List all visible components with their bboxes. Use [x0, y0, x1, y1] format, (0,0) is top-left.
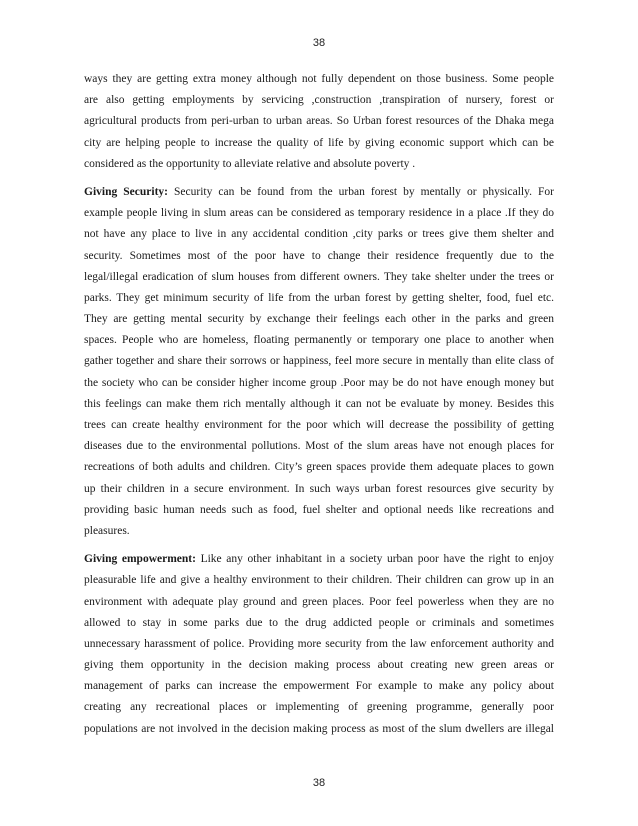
text-line: recreations of both adults and children. City’s green spaces provide them adequate places to gown [84, 461, 554, 474]
text-line: pleasures. [84, 524, 130, 537]
text-line: ways they are getting extra money although not fully dependent on those business. Some people [84, 73, 554, 85]
text-line: security. Sometimes most of the poor have to change their residence frequently due to the [84, 249, 554, 262]
text-line: giving them opportunity in the decision making process about creating new green areas or [84, 659, 554, 672]
page-number-top: 38 [312, 37, 326, 49]
text-line [84, 549, 554, 570]
text-line: this feelings can make them rich mentally although it can not be evaluate by money. Besides this [84, 397, 554, 410]
paragraph-giving-empowerment [84, 549, 554, 740]
page-number-bottom: 38 [312, 777, 326, 789]
text-line: management of parks can increase the empowerment For example to make any policy about [84, 680, 554, 693]
text-run: Security can be found from the urban forest by mentally or physically. For [167, 185, 554, 198]
text-line: populations are not involved in the decision making process as most of the slum dwellers are illegal [84, 722, 554, 735]
text-line: city are helping people to increase the quality of life by giving economic support which can be [84, 136, 554, 149]
text-line: environment with adequate play ground and green places. Poor feel powerless when they are no [84, 595, 554, 608]
text-line: pleasurable life and give a healthy environment to their children. Their children can grow up in an [84, 574, 554, 587]
text-line: They are getting mental security by exchange their feelings each other in the parks and green [84, 313, 554, 326]
paragraph-economic-support [84, 69, 554, 175]
text-line: agricultural products from peri-urban to urban areas. So Urban forest resources of the Dhaka mega [84, 115, 554, 128]
text-line: considered as the opportunity to alleviate relative and absolute poverty . [84, 157, 416, 170]
text-line: are also getting employments by servicing ,construction ,transpiration of nursery, forest or [84, 94, 554, 107]
text-line: unnecessary harassment of police. Providing more security from the law enforcement authority and [84, 637, 554, 650]
section-heading-empowerment: Giving empowerment: [84, 553, 196, 566]
text-line: example people living in slum areas can be considered as temporary residence in a place .If they do [84, 207, 554, 220]
text-line: up their children in a secure environment. In such ways urban forest resources give security by [84, 482, 554, 495]
document-body [84, 69, 554, 747]
text-line: trees can create healthy environment for the poor which will decrease the possibility of getting [84, 419, 554, 431]
text-line: providing basic human needs such as food, fuel shelter and optional needs like recreations and [84, 503, 554, 516]
text-run: Like any other inhabitant in a society urban poor have the right to enjoy [195, 553, 554, 566]
text-line: spaces. People who are homeless, floating permanently or temporary one place to another when [84, 334, 554, 347]
text-line: gather together and share their sorrows or happiness, feel more secure in mentally than elite class of [84, 355, 554, 368]
text-line [84, 182, 554, 203]
text-line: the society who can be consider higher income group .Poor may be do not have enough money but [84, 376, 554, 389]
text-line: not have any place to live in any accidental condition ,city parks or trees give them shelter and [84, 228, 554, 241]
paragraph-giving-security [84, 182, 554, 542]
text-line: creating any recreational places or implementing of greening programme, generally poor [84, 701, 554, 714]
text-line: parks. They get minimum security of life from the urban forest by getting shelter, food, fuel etc. [84, 291, 554, 304]
section-heading-security: Giving Security: [84, 185, 168, 198]
text-line: legal/illegal eradication of slum houses from different owners. They take shelter under the trees or [84, 270, 554, 283]
text-line: allowed to stay in some parks due to the drug addicted people or criminals and sometimes [84, 616, 554, 629]
text-line: diseases due to the environmental pollutions. Most of the slum areas have not enough places for [84, 440, 554, 453]
